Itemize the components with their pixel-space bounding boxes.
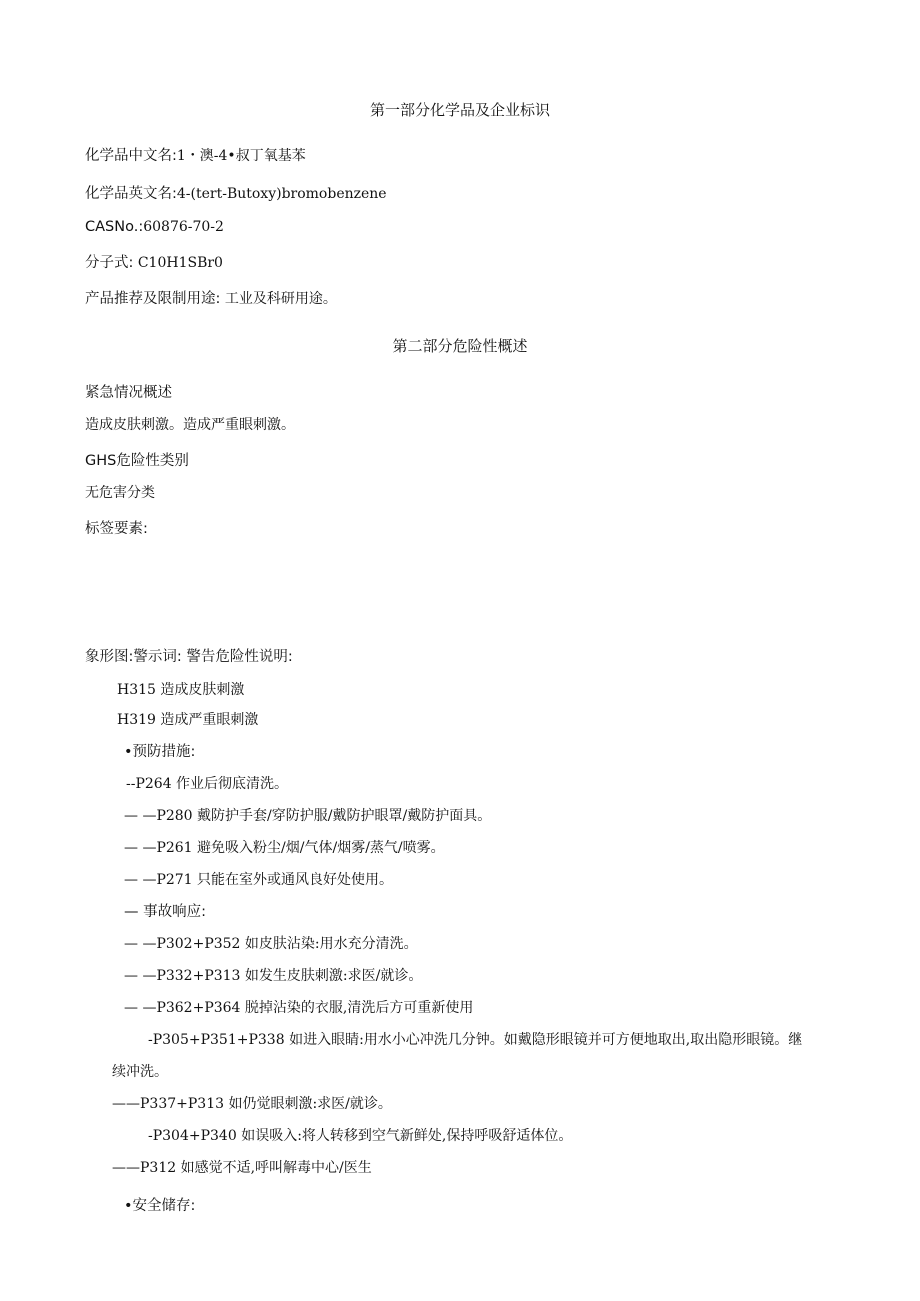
cas-label: CASNo.: [85,219,144,235]
prevention-item: — —P261 避免吸入粉尘/烟/气体/烟雾/蒸气/喷雾。 [124,840,445,856]
usage-row [85,289,337,309]
response-item: — —P302+P352 如皮肤沾染:用水充分清洗。 [124,936,418,952]
ghs-label: GHS危险性类别 [85,453,189,469]
formula-row [85,253,223,273]
cn-name-label: 化学品中文名: [85,148,177,164]
en-name-row [85,184,387,204]
storage-label: •安全储存: [124,1198,196,1214]
section2-heading: 第二部分危险性概述 [392,337,528,355]
formula-label: 分子式: [85,255,134,271]
cn-name-row [85,146,306,166]
ghs-text: 无危害分类 [85,485,155,501]
response-label: — 事故响应: [124,904,206,920]
response-eye-contact: -P305+P351+P338 如进入眼睛:用水小心冲洗几分钟。如戴隐形眼镜并可方便地取出,取出隐形眼镜。继续冲洗。 [112,1032,803,1080]
en-name-value: 4-(tert-Butoxy)bromobenzene [176,186,387,202]
response-item: — —P362+P364 脱掉沾染的衣服,清洗后方可重新使用 [124,1000,474,1016]
response-item: ——P312 如感觉不适,呼叫解毒中心/医生 [112,1160,372,1176]
emergency-label: 紧急情况概述 [85,385,172,401]
prevention-item: — —P280 戴防护手套/穿防护服/戴防护眼罩/戴防护面具。 [124,808,492,824]
response-item: ——P337+P313 如仍觉眼刺激:求医/就诊。 [112,1096,392,1112]
usage-label: 产品推荐及限制用途: [85,291,221,307]
prevention-label: •预防措施: [124,744,196,760]
cn-name-value: 1・澳-4•叔丁氧基苯 [176,148,306,164]
cas-row [85,217,224,237]
prevention-item: — —P271 只能在室外或通风良好处使用。 [124,872,394,888]
prevention-item: --P264 作业后彻底清洗。 [126,776,289,792]
formula-value: C10H1SBr0 [137,255,223,271]
en-name-label: 化学品英文名: [85,186,177,202]
response-item: — —P332+P313 如发生皮肤刺激:求医/就诊。 [124,968,423,984]
label-elements: 标签要素: [85,521,148,537]
pictogram-line: 象形图:警示词: 警告危险性说明: [85,649,293,665]
cas-value: 60876-70-2 [143,219,224,235]
section1-heading: 第一部分化学品及企业标识 [369,101,550,119]
response-item: -P304+P340 如误吸入:将人转移到空气新鲜处,保持呼吸舒适体位。 [148,1128,573,1144]
usage-value: 工业及科研用途。 [224,291,337,307]
hazard-statement: H319 造成严重眼刺激 [117,712,259,728]
emergency-text: 造成皮肤刺激。造成严重眼刺激。 [85,417,295,433]
hazard-statement: H315 造成皮肤刺激 [117,682,245,698]
